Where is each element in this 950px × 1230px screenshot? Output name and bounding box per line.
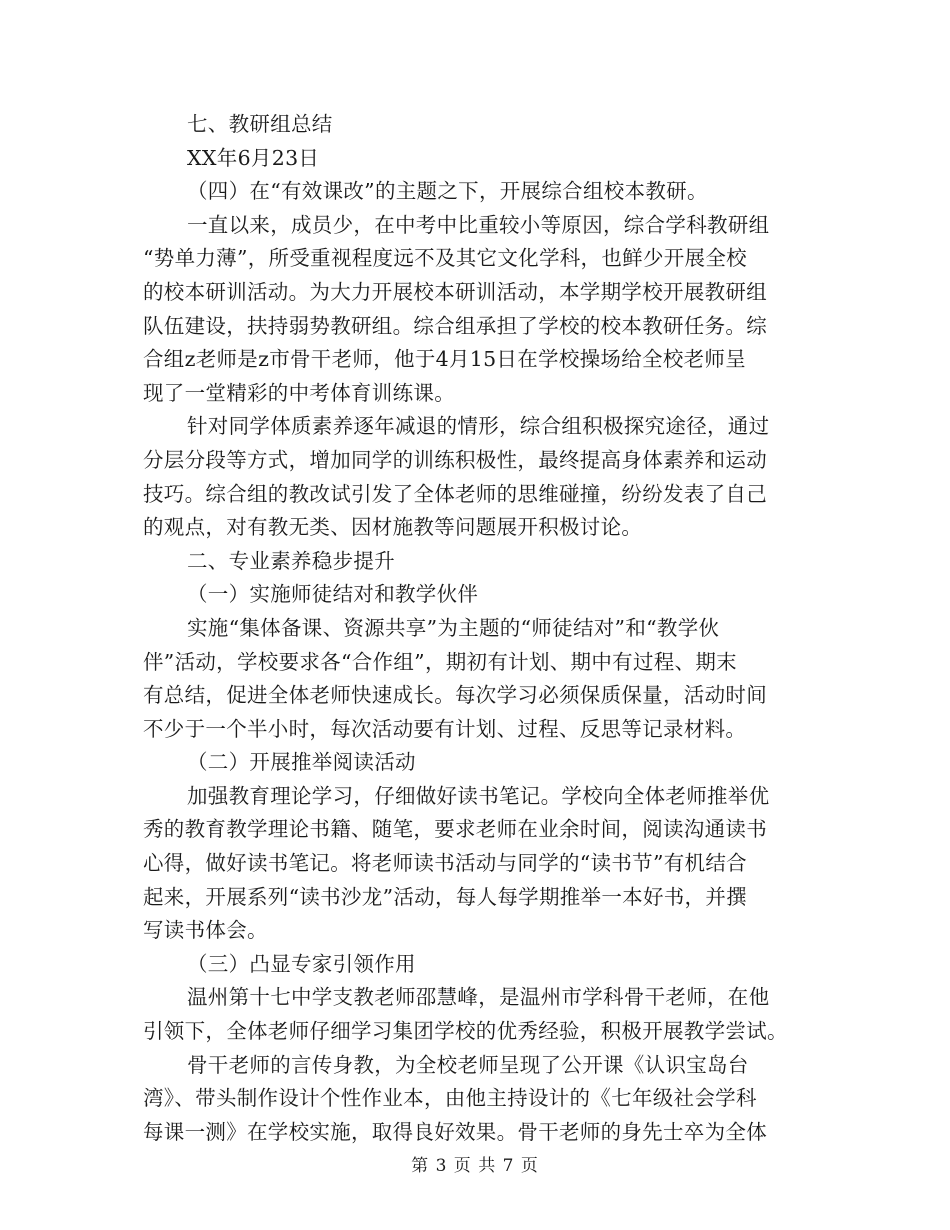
- text-line: （二）开展推举阅读活动: [187, 750, 416, 775]
- text-line: 秀的教育教学理论书籍、随笔，要求老师在业余时间，阅读沟通读书: [143, 817, 767, 842]
- text-line: 写读书体会。: [143, 918, 268, 943]
- text-line: （三）凸显专家引领作用: [187, 951, 416, 976]
- text-line: 的校本研训活动。为大力开展校本研训活动，本学期学校开展教研组: [143, 279, 767, 304]
- text-line: 湾》、带头制作设计个性作业本，由他主持设计的《七年级社会学科: [143, 1086, 757, 1111]
- text-line: 针对同学体质素养逐年减退的情形，综合组积极探究途径，通过: [187, 414, 770, 439]
- text-line: 分层分段等方式，增加同学的训练积极性，最终提高身体素养和运动: [143, 447, 767, 472]
- text-line: 起来，开展系列“读书沙龙”活动，每人每学期推举一本好书，并撰: [143, 884, 747, 909]
- text-line: （四）在“有效课改”的主题之下，开展综合组校本教研。: [187, 179, 708, 204]
- text-line: 七、教研组总结: [187, 112, 333, 136]
- text-line: 不少于一个半小时，每次活动要有计划、过程、反思等记录材料。: [143, 716, 747, 741]
- text-line: 队伍建设，扶持弱势教研组。综合组承担了学校的校本教研任务。综: [143, 313, 767, 338]
- text-line: 伴”活动，学校要求各“合作组”，期初有计划、期中有过程、期末: [143, 649, 737, 674]
- text-line: 有总结，促进全体老师快速成长。每次学习必须保质保量，活动时间: [143, 683, 767, 708]
- text-line: 一直以来，成员少，在中考中比重较小等原因，综合学科教研组: [187, 212, 770, 237]
- text-line: 的观点，对有教无类、因材施教等问题展开积极讨论。: [143, 515, 643, 540]
- text-line: 现了一堂精彩的中考体育训练课。: [143, 380, 455, 405]
- text-line: （一）实施师徒结对和教学伙伴: [187, 582, 479, 607]
- text-line: “势单力薄”，所受重视程度远不及其它文化学科，也鲜少开展全校: [143, 246, 747, 271]
- text-line: 二、专业素养稳步提升: [187, 548, 395, 573]
- text-line: 合组z老师是z市骨干老师，他于4月15日在学校操场给全校老师呈: [143, 347, 747, 372]
- text-line: 实施“集体备课、资源共享”为主题的“师徒结对”和“教学伙: [187, 615, 720, 640]
- text-line: 引领下，全体老师仔细学习集团学校的优秀经验，积极开展教学尝试。: [143, 1019, 788, 1044]
- text-line: 加强教育理论学习，仔细做好读书笔记。学校向全体老师推举优: [187, 783, 770, 808]
- text-line: 温州第十七中学支教老师邵慧峰，是温州市学科骨干老师，在他: [187, 985, 770, 1010]
- text-line: 心得，做好读书笔记。将老师读书活动与同学的“读书节”有机结合: [143, 851, 747, 876]
- text-line: 每课一测》在学校实施，取得良好效果。骨干老师的身先士卒为全体: [143, 1119, 767, 1144]
- document-body: [143, 108, 803, 1149]
- text-line: 技巧。综合组的教改试引发了全体老师的思维碰撞，纷纷发表了自己: [143, 481, 767, 506]
- text-line: XX年6月23日: [187, 145, 320, 170]
- text-line: 骨干老师的言传身教，为全校老师呈现了公开课《认识宝岛台: [187, 1052, 749, 1077]
- page-footer: 第 3 页 共 7 页: [411, 1156, 539, 1176]
